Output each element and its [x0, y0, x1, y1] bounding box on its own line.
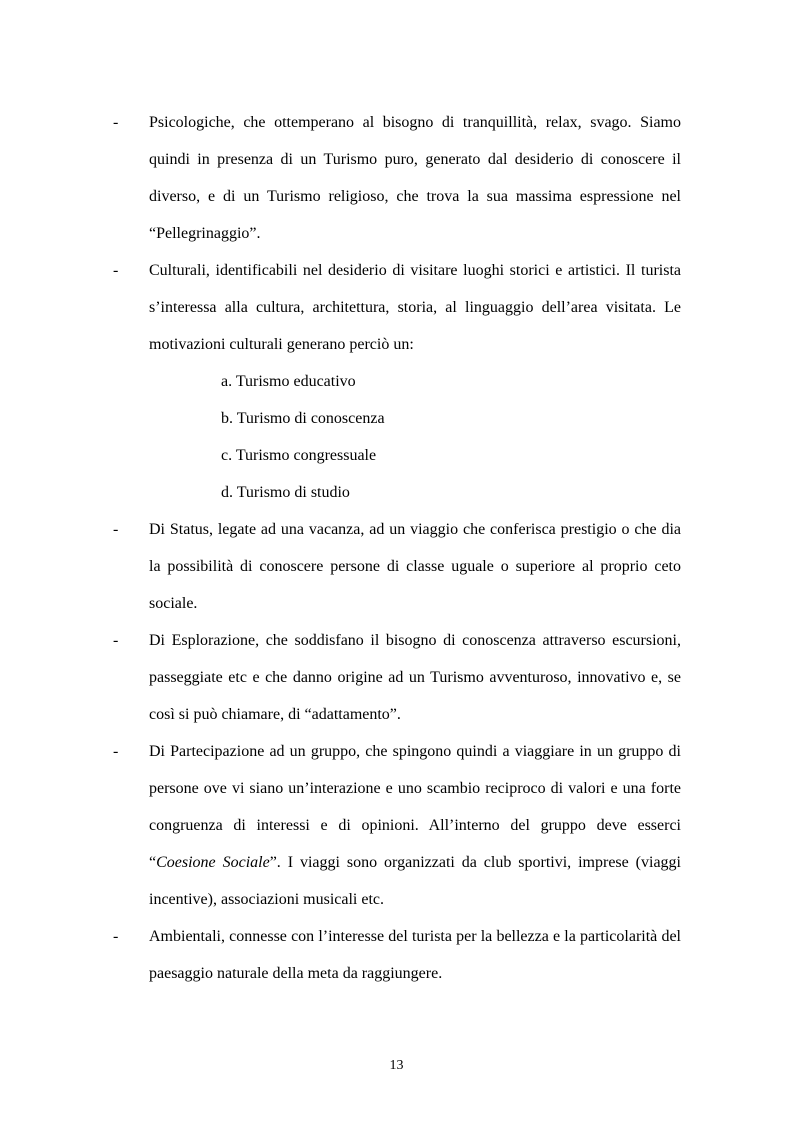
sublist-item: c. Turismo congressuale: [221, 447, 377, 464]
cultural-tourism-sublist: [113, 363, 681, 511]
sublist-item: a. Turismo educativo: [221, 373, 356, 390]
list-item-text: Di Status, legate ad una vacanza, ad un viaggio che conferisca prestigio o che dia la possibilità di conoscere persone di classe uguale o superiore al proprio ceto sociale.: [149, 521, 681, 612]
list-item-culturali: [113, 252, 681, 363]
list-item-text: Di Esplorazione, che soddisfano il bisogno di conoscenza attraverso escursioni, passeggiate etc e che danno origine ad un Turismo avventuroso, innovativo e, se così si può chiamare, di “adattamento”.: [149, 632, 681, 723]
list-bullet: -: [113, 928, 119, 945]
list-item-ambientali: [113, 918, 681, 992]
motivations-list: [113, 104, 681, 992]
list-bullet: -: [113, 114, 119, 131]
list-item-text-start: Di Partecipazione ad un gruppo, che spingono quindi a viaggiare in un gruppo di persone ove vi siano un’interazione e uno scambio reciproco di valori e una forte congruenza di interessi e di opinioni. All’interno del gruppo deve esserci “: [149, 743, 681, 871]
list-bullet: -: [113, 743, 119, 760]
list-item-text-italic: Coesione Sociale: [156, 854, 270, 871]
list-item-psicologiche: [113, 104, 681, 252]
list-bullet: -: [113, 262, 119, 279]
list-item-text-end: ”. I viaggi sono organizzati da club sportivi, imprese (viaggi incentive), associazioni musicali etc.: [149, 854, 682, 908]
list-item-text: Psicologiche, che ottemperano al bisogno di tranquillità, relax, svago. Siamo quindi in presenza di un Turismo puro, generato dal desiderio di conoscere il diverso, e di un Turismo religioso, che trova la sua massima espressione nel “Pellegrinaggio”.: [149, 114, 681, 242]
page-number: 13: [389, 1058, 404, 1073]
list-item-text: Ambientali, connesse con l’interesse del turista per la bellezza e la particolarità del paesaggio naturale della meta da raggiungere.: [149, 928, 681, 982]
sublist-item: d. Turismo di studio: [221, 484, 350, 501]
sublist-item: b. Turismo di conoscenza: [221, 410, 385, 427]
list-bullet: -: [113, 521, 119, 538]
list-bullet: -: [113, 632, 119, 649]
list-item-partecipazione: [113, 733, 681, 918]
list-item-status: [113, 511, 681, 622]
list-item-esplorazione: [113, 622, 681, 733]
list-item-text: Culturali, identificabili nel desiderio di visitare luoghi storici e artistici. Il turista s’interessa alla cultura, architettura, storia, al linguaggio dell’area visitata. Le motivazioni culturali generano perciò un:: [149, 262, 681, 353]
